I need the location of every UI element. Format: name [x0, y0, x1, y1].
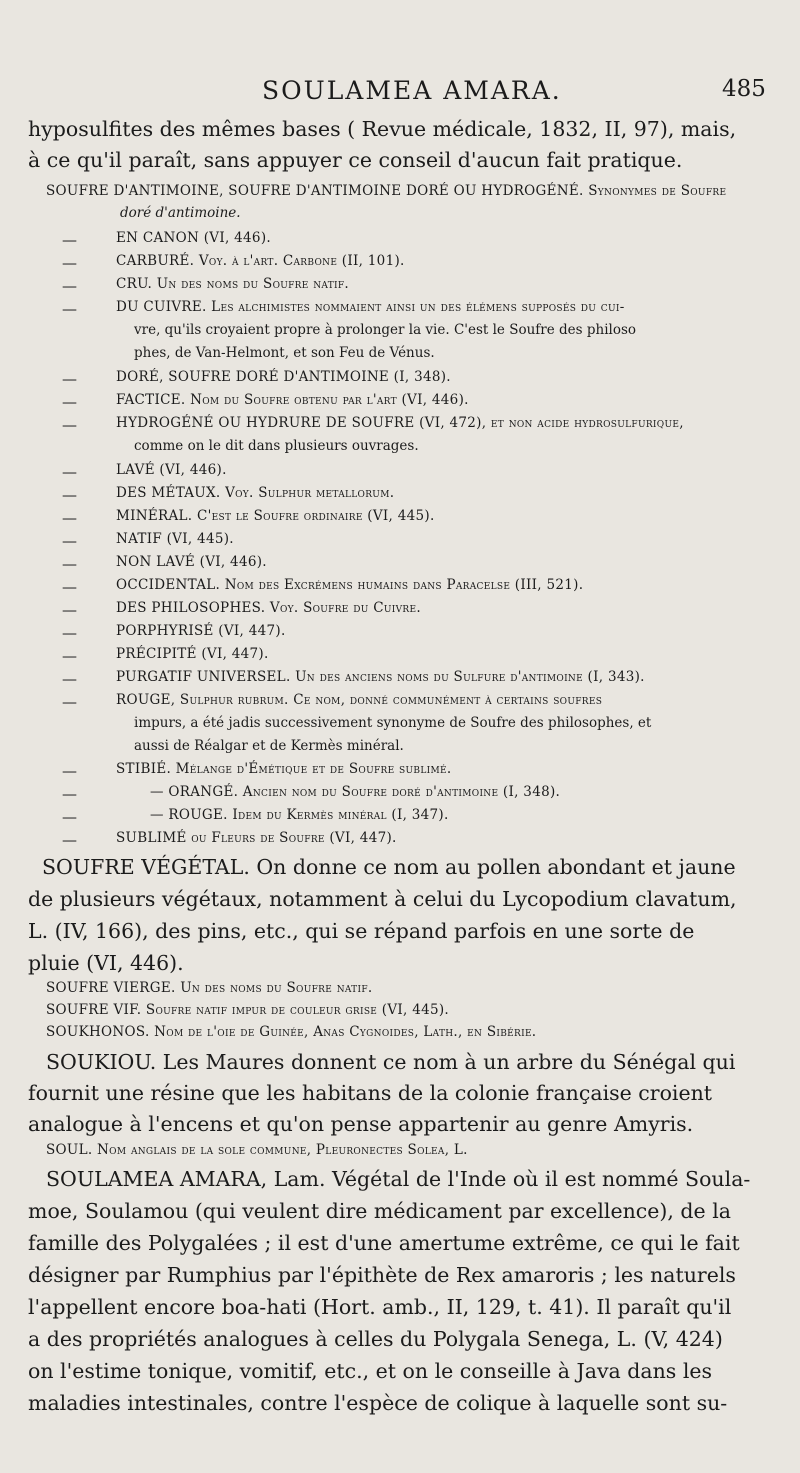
dash-marker: — — [62, 509, 77, 527]
text-line: comme on le dit dans plusieurs ouvrages. — [134, 438, 419, 454]
entry-heading-line: SOUFRE VÉGÉTAL. On donne ce nom au pollen abondant et jaune — [42, 855, 736, 879]
subentry-line: CRU. Un des noms du Soufre natif. — [116, 276, 349, 292]
text-line: impurs, a été jadis successivement synonyme de Soufre des philosophes, et — [134, 715, 652, 731]
text-line: famille des Polygalées ; il est d'une amertume extrême, ce qui le fait — [28, 1231, 740, 1255]
text-line: on l'estime tonique, vomitif, etc., et on le conseille à Java dans les — [28, 1359, 713, 1383]
running-header — [0, 74, 800, 108]
entry-heading-line: SOUL. Nom anglais de la sole commune, Pleuronectes Solea, L. — [46, 1142, 468, 1158]
dash-marker: — — [62, 231, 77, 249]
text-line: pluie (VI, 446). — [28, 951, 184, 975]
text-line: l'appellent encore boa-hati (Hort. amb., II, 129, t. 41). Il paraît qu'il — [28, 1295, 732, 1319]
subentry-line: DU CUIVRE. Les alchimistes nommaient ainsi un des élémens supposés du cui- — [116, 299, 625, 315]
subentry-line: STIBIÉ. Mélange d'Émétique et de Soufre sublimé. — [116, 761, 452, 777]
subentry-line: PRÉCIPITÉ (VI, 447). — [116, 646, 269, 662]
dash-marker: — — [62, 693, 77, 711]
dash-marker: — — [62, 808, 77, 826]
subentry-line: FACTICE. Nom du Soufre obtenu par l'art (VI, 446). — [116, 392, 469, 408]
dash-marker: — — [62, 416, 77, 434]
subentry-line: PURGATIF UNIVERSEL. Un des anciens noms du Sulfure d'antimoine (I, 343). — [116, 669, 645, 685]
text-line: aussi de Réalgar et de Kermès minéral. — [134, 738, 404, 754]
text-line: moe, Soulamou (qui veulent dire médicament par excellence), de la — [28, 1199, 731, 1223]
subentry-line: DES MÉTAUX. Voy. Sulphur metallorum. — [116, 485, 395, 501]
text-line: fournit une résine que les habitans de la colonie française croient — [28, 1081, 713, 1105]
subentry-line: MINÉRAL. C'est le Soufre ordinaire (VI, 445). — [116, 508, 435, 524]
subentry-line: NON LAVÉ (VI, 446). — [116, 554, 267, 570]
entry-heading-line: SOULAMEA AMARA, Lam. Végétal de l'Inde où il est nommé Soula- — [46, 1167, 751, 1191]
subentry-line: CARBURÉ. Voy. à l'art. Carbone (II, 101). — [116, 253, 405, 269]
dash-marker: — — [62, 370, 77, 388]
text-line: de plusieurs végétaux, notamment à celui du Lycopodium clavatum, — [28, 887, 737, 911]
dash-marker: — — [62, 831, 77, 849]
dash-marker: — — [62, 254, 77, 272]
subentry-line: HYDROGÉNÉ OU HYDRURE DE SOUFRE (VI, 472), et non acide hydrosulfurique, — [116, 415, 684, 431]
text-line: maladies intestinales, contre l'espèce de colique à laquelle sont su- — [28, 1391, 728, 1415]
subentry-line: DORÉ, SOUFRE DORÉ D'ANTIMOINE (I, 348). — [116, 369, 451, 385]
text-line: L. (IV, 166), des pins, etc., qui se répand parfois en une sorte de — [28, 919, 695, 943]
text-line: hyposulfites des mêmes bases ( Revue médicale, 1832, II, 97), mais, — [28, 117, 737, 141]
subentry-line: SUBLIMÉ ou Fleurs de Soufre (VI, 447). — [116, 830, 397, 846]
dash-marker: — — [62, 555, 77, 573]
entry-heading-line: SOUFRE D'ANTIMOINE, SOUFRE D'ANTIMOINE DORÉ OU HYDROGÉNÉ. Synonymes de Soufre — [46, 183, 727, 199]
dash-marker: — — [62, 486, 77, 504]
dash-marker: — — [62, 624, 77, 642]
dash-marker: — — [62, 463, 77, 481]
subentry-line: — ROUGE. Idem du Kermès minéral (I, 347). — [150, 807, 449, 823]
subentry-line: OCCIDENTAL. Nom des Excrémens humains dans Paracelse (III, 521). — [116, 577, 584, 593]
subentry-line: PORPHYRISÉ (VI, 447). — [116, 623, 286, 639]
entry-heading-line: SOUKIOU. Les Maures donnent ce nom à un arbre du Sénégal qui — [46, 1050, 736, 1074]
text-line: analogue à l'encens et qu'on pense appartenir au genre Amyris. — [28, 1112, 694, 1136]
dash-marker: — — [62, 578, 77, 596]
subentry-line: ROUGE, Sulphur rubrum. Ce nom, donné communément à certains soufres — [116, 692, 603, 708]
subentry-line: — ORANGÉ. Ancien nom du Soufre doré d'antimoine (I, 348). — [150, 784, 561, 800]
page-number: 485 — [722, 76, 766, 102]
dash-marker: — — [62, 300, 77, 318]
dash-marker: — — [62, 393, 77, 411]
dash-marker: — — [62, 601, 77, 619]
text-line: phes, de Van-Helmont, et son Feu de Vénus. — [134, 345, 435, 361]
dash-marker: — — [62, 277, 77, 295]
text-line: vre, qu'ils croyaient propre à prolonger la vie. C'est le Soufre des philoso — [134, 322, 637, 338]
entry-heading-line: SOUKHONOS. Nom de l'oie de Guinée, Anas Cygnoides, Lath., en Sibérie. — [46, 1024, 537, 1040]
subentry-line: LAVÉ (VI, 446). — [116, 462, 227, 478]
text-line: à ce qu'il paraît, sans appuyer ce conseil d'aucun fait pratique. — [28, 148, 683, 172]
entry-heading-line: SOUFRE VIERGE. Un des noms du Soufre natif. — [46, 980, 373, 996]
header-title: SOULAMEA AMARA. — [262, 76, 562, 105]
subentry-line: DES PHILOSOPHES. Voy. Soufre du Cuivre. — [116, 600, 421, 616]
text-line: désigner par Rumphius par l'épithète de Rex amaroris ; les naturels — [28, 1263, 736, 1287]
text-line: a des propriétés analogues à celles du Polygala Senega, L. (V, 424) — [28, 1327, 723, 1351]
dash-marker: — — [62, 785, 77, 803]
subentry-line: EN CANON (VI, 446). — [116, 230, 271, 246]
dash-marker: — — [62, 647, 77, 665]
subentry-line: NATIF (VI, 445). — [116, 531, 234, 547]
dash-marker: — — [62, 532, 77, 550]
entry-heading-line: SOUFRE VIF. Soufre natif impur de couleur grise (VI, 445). — [46, 1002, 450, 1018]
text-line: doré d'antimoine. — [120, 205, 241, 221]
dash-marker: — — [62, 670, 77, 688]
dash-marker: — — [62, 762, 77, 780]
